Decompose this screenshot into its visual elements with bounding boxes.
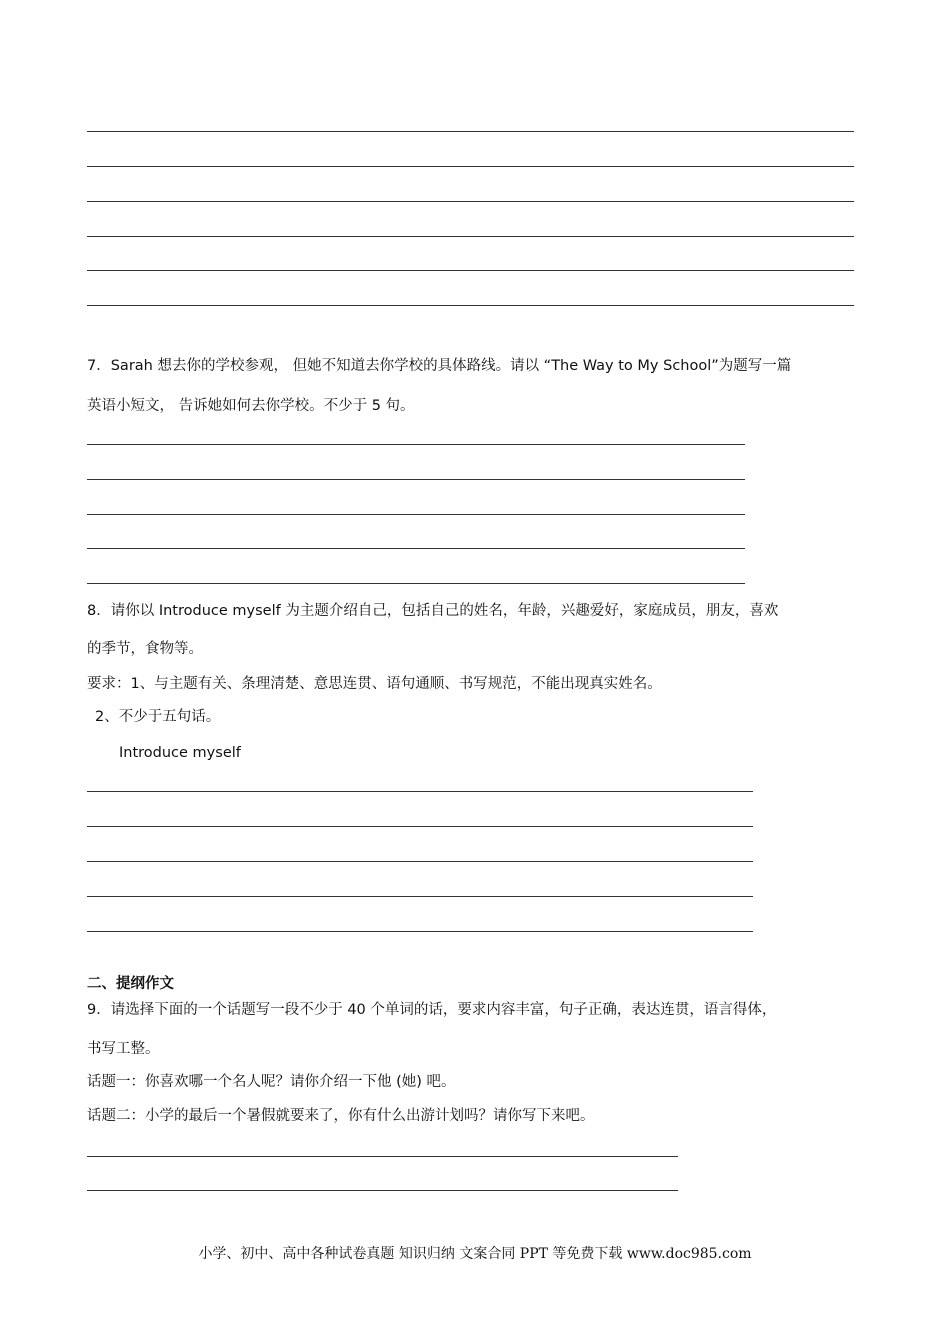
question-9-topic-2: 话题二：小学的最后一个暑假就要来了，你有什么出游计划吗？请你写下来吧。: [87, 1108, 595, 1124]
answer-line: [87, 514, 745, 515]
answer-line: [87, 931, 753, 932]
question-9-topic-1: 话题一：你喜欢哪一个名人呢？请你介绍一下他 (她) 吧。: [87, 1074, 456, 1090]
section-heading: 二、提纲作文: [87, 976, 174, 992]
question-9-line-2: 书写工整。: [87, 1041, 160, 1057]
question-7-line-2: 英语小短文， 告诉她如何去你学校。不少于 5 句。: [87, 398, 415, 414]
question-8-requirement-1: 要求：1、与主题有关、条理清楚、意思连贯、语句通顺、书写规范，不能出现真实姓名。: [87, 676, 662, 692]
question-8-line-1: 8．请你以 Introduce myself 为主题介绍自己，包括自己的姓名，年龄，兴趣爱好，家庭成员，朋友，喜欢: [87, 603, 779, 619]
answer-line: [87, 444, 745, 445]
answer-line: [87, 201, 854, 202]
answer-line: [87, 791, 753, 792]
answer-line: [87, 131, 854, 132]
answer-line: [87, 236, 854, 237]
answer-line: [87, 1190, 678, 1191]
question-8-essay-title: Introduce myself: [119, 745, 241, 761]
answer-line: [87, 826, 753, 827]
question-7-line-1: 7．Sarah 想去你的学校参观， 但她不知道去你学校的具体路线。请以 “The Way to My School”为题写一篇: [87, 358, 792, 374]
answer-line: [87, 548, 745, 549]
question-9-line-1: 9．请选择下面的一个话题写一段不少于 40 个单词的话，要求内容丰富，句子正确，表达连贯，语言得体，: [87, 1002, 777, 1018]
answer-line: [87, 1156, 678, 1157]
page-footer: 小学、初中、高中各种试卷真题 知识归纳 文案合同 PPT 等免费下载 www.doc985.com: [198, 1246, 752, 1262]
answer-line: [87, 305, 854, 306]
question-8-requirement-2: 2、不少于五句话。: [95, 709, 221, 725]
answer-line: [87, 479, 745, 480]
answer-line: [87, 270, 854, 271]
answer-line: [87, 166, 854, 167]
answer-line: [87, 896, 753, 897]
answer-line: [87, 583, 745, 584]
answer-line: [87, 861, 753, 862]
question-8-line-2: 的季节，食物等。: [87, 641, 203, 657]
